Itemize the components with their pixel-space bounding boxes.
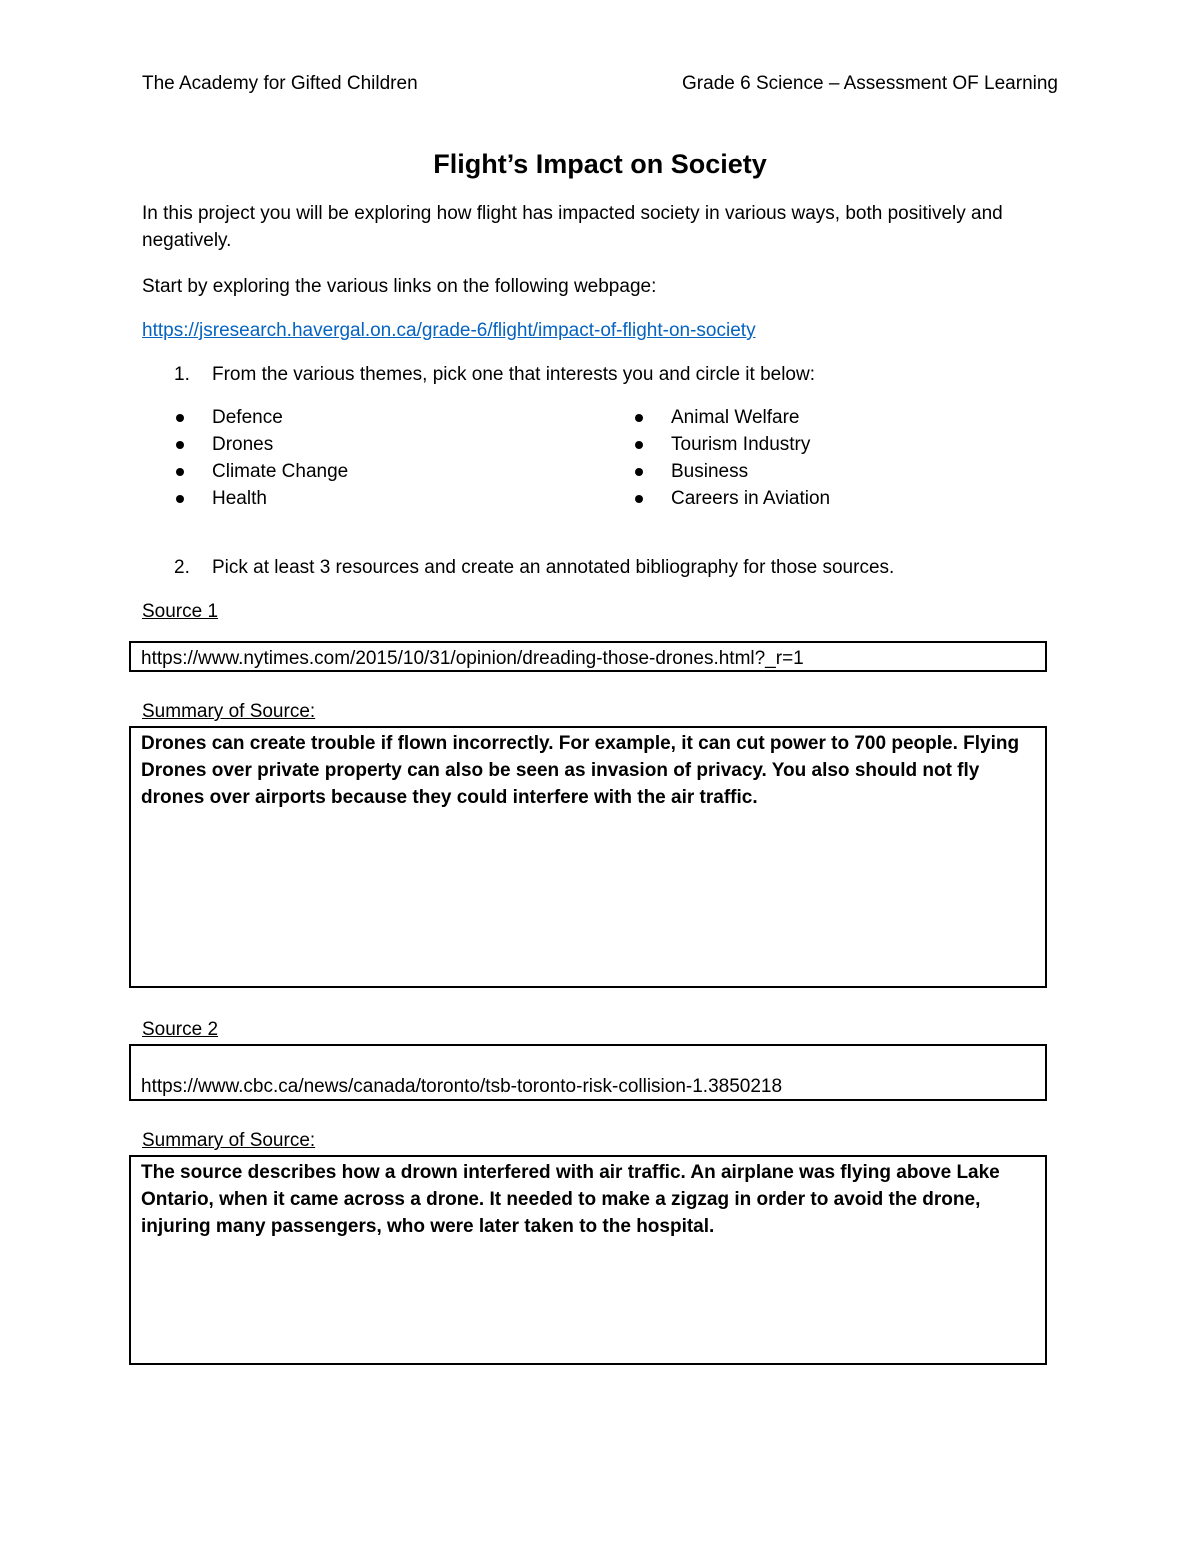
bullet-icon [176, 495, 184, 503]
source-2-label: Source 2 [142, 1019, 219, 1040]
theme-label: Tourism Industry [671, 434, 811, 455]
source-2-summary-box[interactable] [129, 1155, 1047, 1365]
page-title: Flight’s Impact on Society [433, 149, 767, 179]
theme-item [174, 431, 348, 458]
question-2 [174, 554, 894, 581]
intro-paragraph: In this project you will be exploring how flight has impacted society in various ways, both positively and negatively. [142, 203, 1003, 251]
source-2-url: https://www.cbc.ca/news/canada/toronto/tsb-toronto-risk-collision-1.3850218 [141, 1076, 783, 1097]
source-1-summary-label: Summary of Source: [142, 701, 316, 722]
question-1 [174, 361, 815, 388]
theme-item [633, 404, 830, 431]
theme-item [174, 485, 348, 512]
theme-item [174, 458, 348, 485]
question-2-text: Pick at least 3 resources and create an annotated bibliography for those sources. [212, 557, 895, 578]
theme-item [633, 485, 830, 512]
theme-list-left [174, 404, 348, 512]
theme-item [633, 458, 830, 485]
bullet-icon [635, 495, 643, 503]
bullet-icon [176, 414, 184, 422]
theme-item [174, 404, 348, 431]
bullet-icon [635, 414, 643, 422]
source-2-summary-label: Summary of Source: [142, 1130, 316, 1151]
source-1-summary-box[interactable] [129, 726, 1047, 988]
theme-label: Climate Change [212, 461, 349, 482]
theme-label: Defence [212, 407, 283, 428]
bullet-icon [176, 441, 184, 449]
start-instruction: Start by exploring the various links on the following webpage: [142, 276, 657, 297]
theme-label: Drones [212, 434, 274, 455]
source-1-url: https://www.nytimes.com/2015/10/31/opinion/dreading-those-drones.html?_r=1 [141, 648, 804, 669]
source-2-url-box[interactable] [129, 1044, 1047, 1101]
source-2-summary: The source describes how a drown interfered with air traffic. An airplane was flying above Lake Ontario, when it came across a drone. It needed to make a zigzag in order to avoid the drone, injuring many passengers, who were later taken to the hospital. [141, 1162, 1000, 1237]
theme-item [633, 431, 830, 458]
question-2-number: 2. [174, 557, 190, 578]
header-course-title: Grade 6 Science – Assessment OF Learning [682, 73, 1058, 94]
header-school-name: The Academy for Gifted Children [142, 73, 418, 94]
theme-label: Health [212, 488, 267, 509]
question-1-number: 1. [174, 364, 190, 385]
theme-label: Business [671, 461, 749, 482]
bullet-icon [635, 441, 643, 449]
theme-list-right [633, 404, 830, 512]
question-1-text: From the various themes, pick one that interests you and circle it below: [212, 364, 815, 385]
source-1-summary: Drones can create trouble if flown incorrectly. For example, it can cut power to 700 people. Flying Drones over private property can also be seen as invasion of privacy. You also should not fly drones over airports because they could interfere with the air traffic. [141, 733, 1020, 808]
resource-link[interactable]: https://jsresearch.havergal.on.ca/grade-6/flight/impact-of-flight-on-society [142, 320, 756, 341]
bullet-icon [635, 468, 643, 476]
source-1-label: Source 1 [142, 601, 219, 622]
theme-label: Careers in Aviation [671, 488, 831, 509]
theme-label: Animal Welfare [671, 407, 800, 428]
bullet-icon [176, 468, 184, 476]
source-1-url-box[interactable] [129, 641, 1047, 672]
